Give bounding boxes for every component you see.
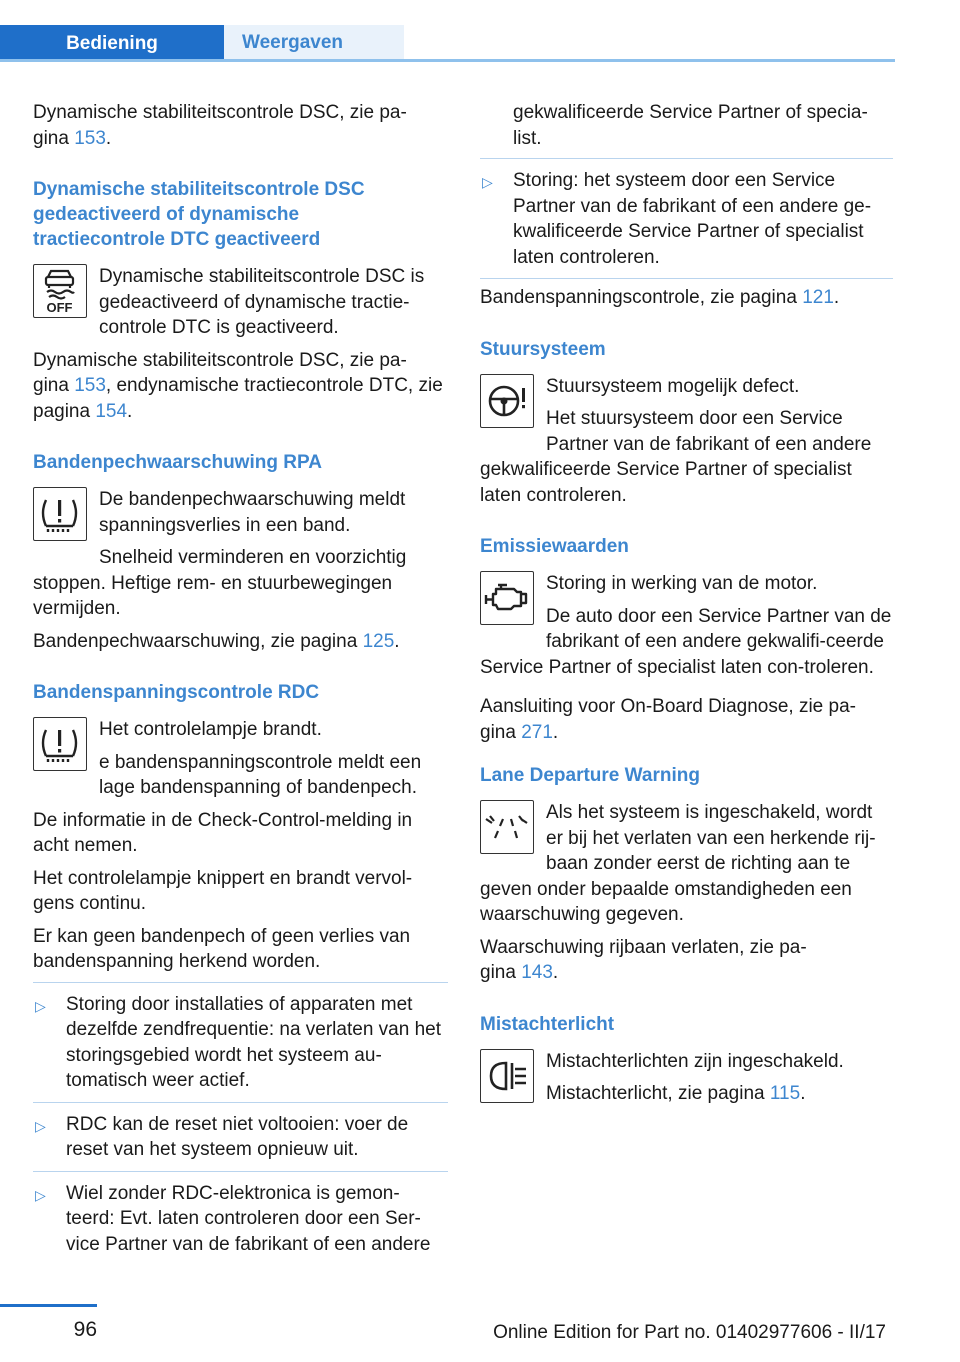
tire-warning-icon xyxy=(33,487,87,541)
page-link[interactable]: 154 xyxy=(95,400,128,422)
rpa-ref: Bandenpechwaarschuwing, zie pagina 125. xyxy=(33,630,400,652)
rpa-heading: Bandenpechwaarschuwing RPA xyxy=(33,452,322,473)
steering-text2: Het stuursysteem door een Service Partner van de fabrikant of een andere gekwalificeerde Service Partner of specialist laten controleren. xyxy=(480,408,872,506)
rdc-continued-text: gekwalificeerde Service Partner of specia-list. xyxy=(513,102,868,149)
header-divider xyxy=(0,59,895,62)
rear-fog-light-icon xyxy=(480,1049,534,1103)
page-link[interactable]: 121 xyxy=(802,287,834,308)
page-number: 96 xyxy=(73,1318,97,1341)
footer-rule xyxy=(0,1304,97,1307)
rdc-text3: De informatie in de Check-Control-melding in acht nemen. xyxy=(33,809,413,856)
lane-entry xyxy=(480,800,893,986)
right-column xyxy=(480,100,893,1114)
rpa-text1: De bandenpechwaarschuwing meldt spanningsverlies in een band. xyxy=(99,489,406,536)
tab-bediening[interactable]: Bediening xyxy=(0,25,224,62)
rdc-text1: Het controlelampje brandt. xyxy=(99,719,322,740)
page-link[interactable]: 115 xyxy=(769,1083,801,1104)
left-column xyxy=(33,100,448,1265)
emission-heading: Emissiewaarden xyxy=(480,536,629,557)
list-item: ▷ Storing: het systeem door een Service Partner van de fabrikant of een andere ge-kwalificeerde Service Partner of specialist laten controleren. xyxy=(480,158,893,270)
dsc-ref: Dynamische stabiliteitscontrole DSC, zie pa- gina 153, endynamische tractiecontrole DTC, zie pagina 154. xyxy=(33,349,443,422)
fog-ref: Mistachterlicht, zie pagina 115. xyxy=(546,1083,806,1104)
rdc-heading: Bandenspanningscontrole RDC xyxy=(33,682,320,703)
emission-ref: Aansluiting voor On-Board Diagnose, zie pa- gina 271. xyxy=(480,696,856,743)
fog-text1: Mistachterlichten zijn ingeschakeld. xyxy=(546,1050,844,1072)
lane-departure-icon xyxy=(480,800,534,854)
fog-heading: Mistachterlicht xyxy=(480,1013,615,1035)
dsc-intro-ref: Dynamische stabiliteitscontrole DSC, zie pa- gina 153. xyxy=(33,102,407,149)
rdc-ref: Bandenspanningscontrole, zie pagina 121. xyxy=(480,278,893,311)
dsc-heading: Dynamische stabiliteitscontrole DSC gedeactiveerd of dynamische tractiecontrole DTC geactiveerd xyxy=(33,179,365,250)
page-link[interactable]: 271 xyxy=(521,721,553,743)
svg-text:OFF: OFF xyxy=(46,300,73,315)
list-item: ▷ RDC kan de reset niet voltooien: voer de reset van het systeem opnieuw uit. xyxy=(33,1102,448,1163)
rpa-entry xyxy=(33,487,448,654)
triangle-bullet-icon: ▷ xyxy=(482,174,493,190)
lane-text: Als het systeem is ingeschakeld, wordt er bij het verlaten van een herkende rij-baan zonder eerst de richting aan te geven onder bepaalde omstandigheden een waarschuwing gegeven. xyxy=(480,802,876,925)
page-link[interactable]: 143 xyxy=(521,962,553,983)
dsc-entry xyxy=(33,264,448,424)
steering-entry xyxy=(480,374,893,509)
triangle-bullet-icon: ▷ xyxy=(35,1186,46,1203)
page-header xyxy=(0,25,895,62)
engine-icon xyxy=(480,571,534,625)
triangle-bullet-icon: ▷ xyxy=(35,1117,46,1134)
rdc-bullet-list-continued xyxy=(480,158,893,270)
page-link[interactable]: 153 xyxy=(74,375,106,396)
triangle-bullet-icon: ▷ xyxy=(35,997,46,1014)
steering-warning-icon xyxy=(480,374,534,428)
edition-text: Online Edition for Part no. 01402977606 - II/17 xyxy=(493,1322,886,1343)
fog-entry xyxy=(480,1049,893,1107)
emission-text1: Storing in werking van de motor. xyxy=(546,573,818,594)
list-item: ▷ Wiel zonder RDC-elektronica is gemon-teerd: Evt. laten controleren door een Ser-vice Partner van de fabrikant of een andere xyxy=(33,1171,448,1258)
steering-text1: Stuursysteem mogelijk defect. xyxy=(546,375,800,397)
emission-entry xyxy=(480,571,893,745)
lane-ref: Waarschuwing rijbaan verlaten, zie pa- gina 143. xyxy=(480,936,807,983)
tire-warning-icon xyxy=(33,717,87,771)
emission-text2: De auto door een Service Partner van de fabrikant of een andere gekwalifi-ceerde Service Partner of specialist laten con-troleren. xyxy=(480,605,892,678)
rpa-text2: Snelheid verminderen en voorzichtig stoppen. Heftige rem- en stuurbewegingen vermijden. xyxy=(33,547,407,619)
rdc-text4: Het controlelampje knippert en brandt vervol-gens continu. xyxy=(33,867,413,914)
lane-heading: Lane Departure Warning xyxy=(480,765,700,786)
list-item: ▷ Storing door installaties of apparaten met dezelfde zendfrequentie: na verlaten van het storingsgebied wordt het systeem au-tomatisch weer actief. xyxy=(33,982,448,1094)
rdc-text5: Er kan geen bandenpech of geen verlies van bandenspanning herkend worden. xyxy=(33,925,411,972)
page-link[interactable]: 153 xyxy=(74,127,106,149)
rdc-text2: e bandenspanningscontrole meldt een lage bandenspanning of bandenpech. xyxy=(99,751,422,798)
tab-weergaven[interactable]: Weergaven xyxy=(224,25,404,59)
dsc-text: Dynamische stabiliteitscontrole DSC is gedeactiveerd of dynamische tractie-controle DTC is geactiveerd. xyxy=(99,266,425,338)
dsc-off-icon xyxy=(33,264,87,318)
rdc-bullet-list xyxy=(33,982,448,1258)
rdc-entry xyxy=(33,717,448,1257)
steering-heading: Stuursysteem xyxy=(480,338,606,360)
page-link[interactable]: 125 xyxy=(362,630,395,652)
